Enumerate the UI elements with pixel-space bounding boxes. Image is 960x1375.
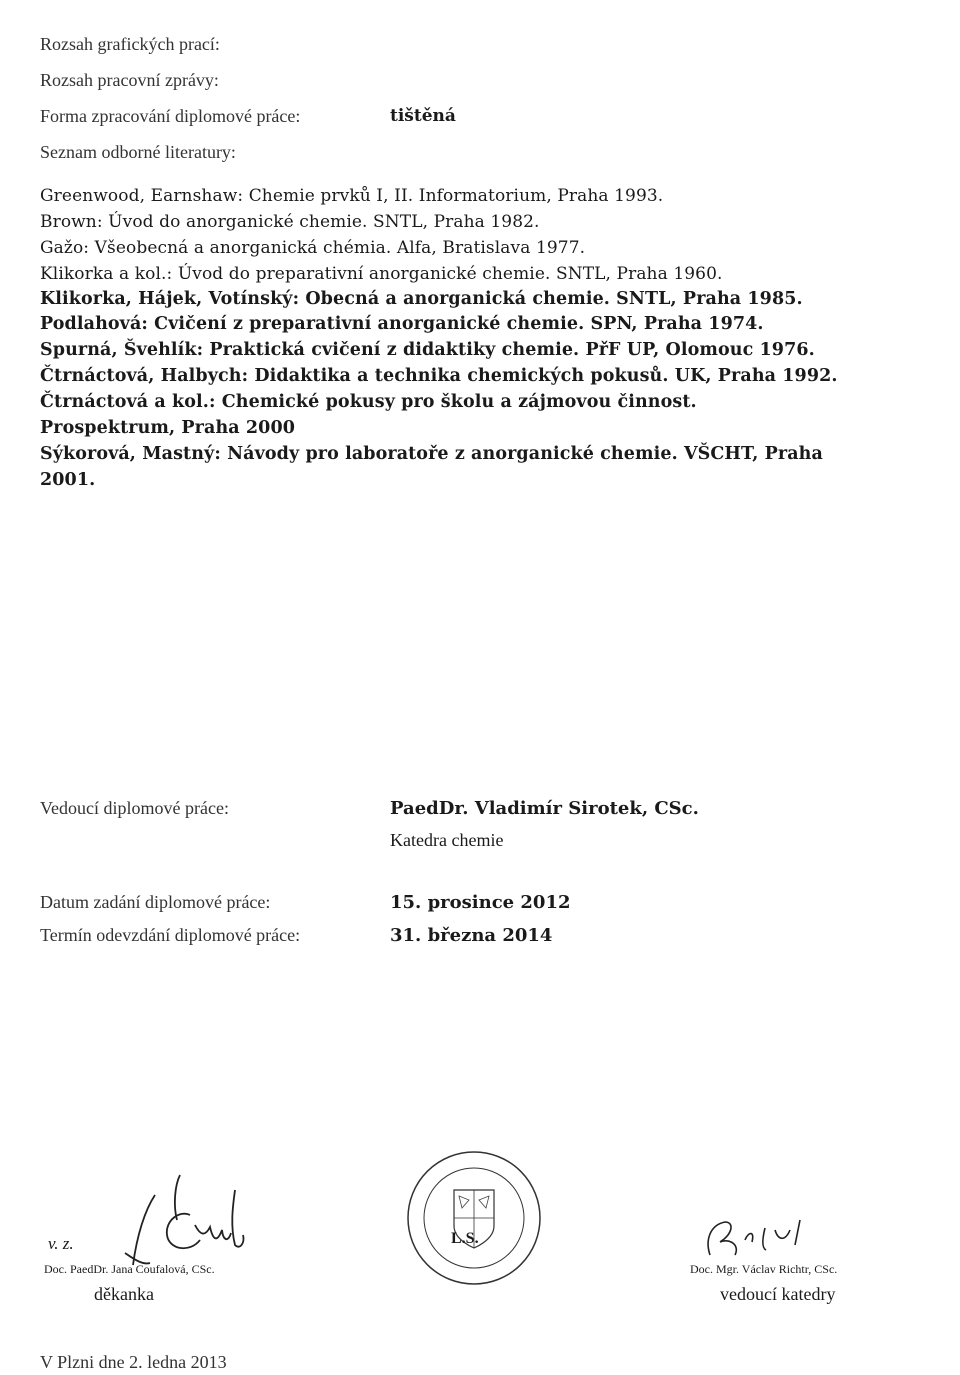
literature-item: 2001. xyxy=(40,470,96,490)
assigned-date-label: Datum zadání diplomové práce: xyxy=(40,892,271,912)
supervisor-label: Vedoucí diplomové práce: xyxy=(40,798,229,818)
assigned-date-value: 15. prosince 2012 xyxy=(390,892,571,913)
literature-item: Čtrnáctová a kol.: Chemické pokusy pro školu a zájmovou činnost. xyxy=(40,392,697,412)
form-value: tištěná xyxy=(390,106,456,126)
literature-item: Gažo: Všeobecná a anorganická chémia. Alfa, Bratislava 1977. xyxy=(40,238,586,258)
dean-name: Doc. PaedDr. Jana Coufalová, CSc. xyxy=(44,1262,215,1276)
university-stamp xyxy=(404,1148,544,1288)
head-name: Doc. Mgr. Václav Richtr, CSc. xyxy=(690,1262,838,1276)
literature-item: Čtrnáctová, Halbych: Didaktika a technika chemických pokusů. UK, Praha 1992. xyxy=(40,366,838,386)
stamp-ls: L.S. xyxy=(451,1230,479,1247)
deadline-value: 31. března 2014 xyxy=(390,925,553,946)
supervisor-department: Katedra chemie xyxy=(390,830,504,850)
supervisor-name: PaedDr. Vladimír Sirotek, CSc. xyxy=(390,798,699,819)
literature-item: Klikorka a kol.: Úvod do preparativní anorganické chemie. SNTL, Praha 1960. xyxy=(40,264,723,284)
dean-role: děkanka xyxy=(94,1284,154,1304)
literature-item: Sýkorová, Mastný: Návody pro laboratoře z anorganické chemie. VŠCHT, Praha xyxy=(40,444,823,464)
form-label: Forma zpracování diplomové práce: xyxy=(40,106,301,126)
dean-prefix: v. z. xyxy=(48,1234,74,1253)
literature-item: Spurná, Švehlík: Praktická cvičení z didaktiky chemie. PřF UP, Olomouc 1976. xyxy=(40,340,815,360)
literature-label: Seznam odborné literatury: xyxy=(40,142,236,162)
literature-item: Greenwood, Earnshaw: Chemie prvků I, II. Informatorium, Praha 1993. xyxy=(40,186,664,206)
graphic-scope-label: Rozsah grafických prací: xyxy=(40,34,220,54)
literature-item: Podlahová: Cvičení z preparativní anorganické chemie. SPN, Praha 1974. xyxy=(40,314,764,334)
deadline-label: Termín odevzdání diplomové práce: xyxy=(40,925,301,945)
report-scope-label: Rozsah pracovní zprávy: xyxy=(40,70,219,90)
literature-item: Brown: Úvod do anorganické chemie. SNTL, Praha 1982. xyxy=(40,212,540,232)
literature-item: Klikorka, Hájek, Votínský: Obecná a anorganická chemie. SNTL, Praha 1985. xyxy=(40,289,803,309)
head-role: vedoucí katedry xyxy=(720,1284,836,1304)
literature-item: Prospektrum, Praha 2000 xyxy=(40,418,296,438)
head-signature xyxy=(690,1200,840,1270)
place-date: V Plzni dne 2. ledna 2013 xyxy=(40,1352,227,1372)
